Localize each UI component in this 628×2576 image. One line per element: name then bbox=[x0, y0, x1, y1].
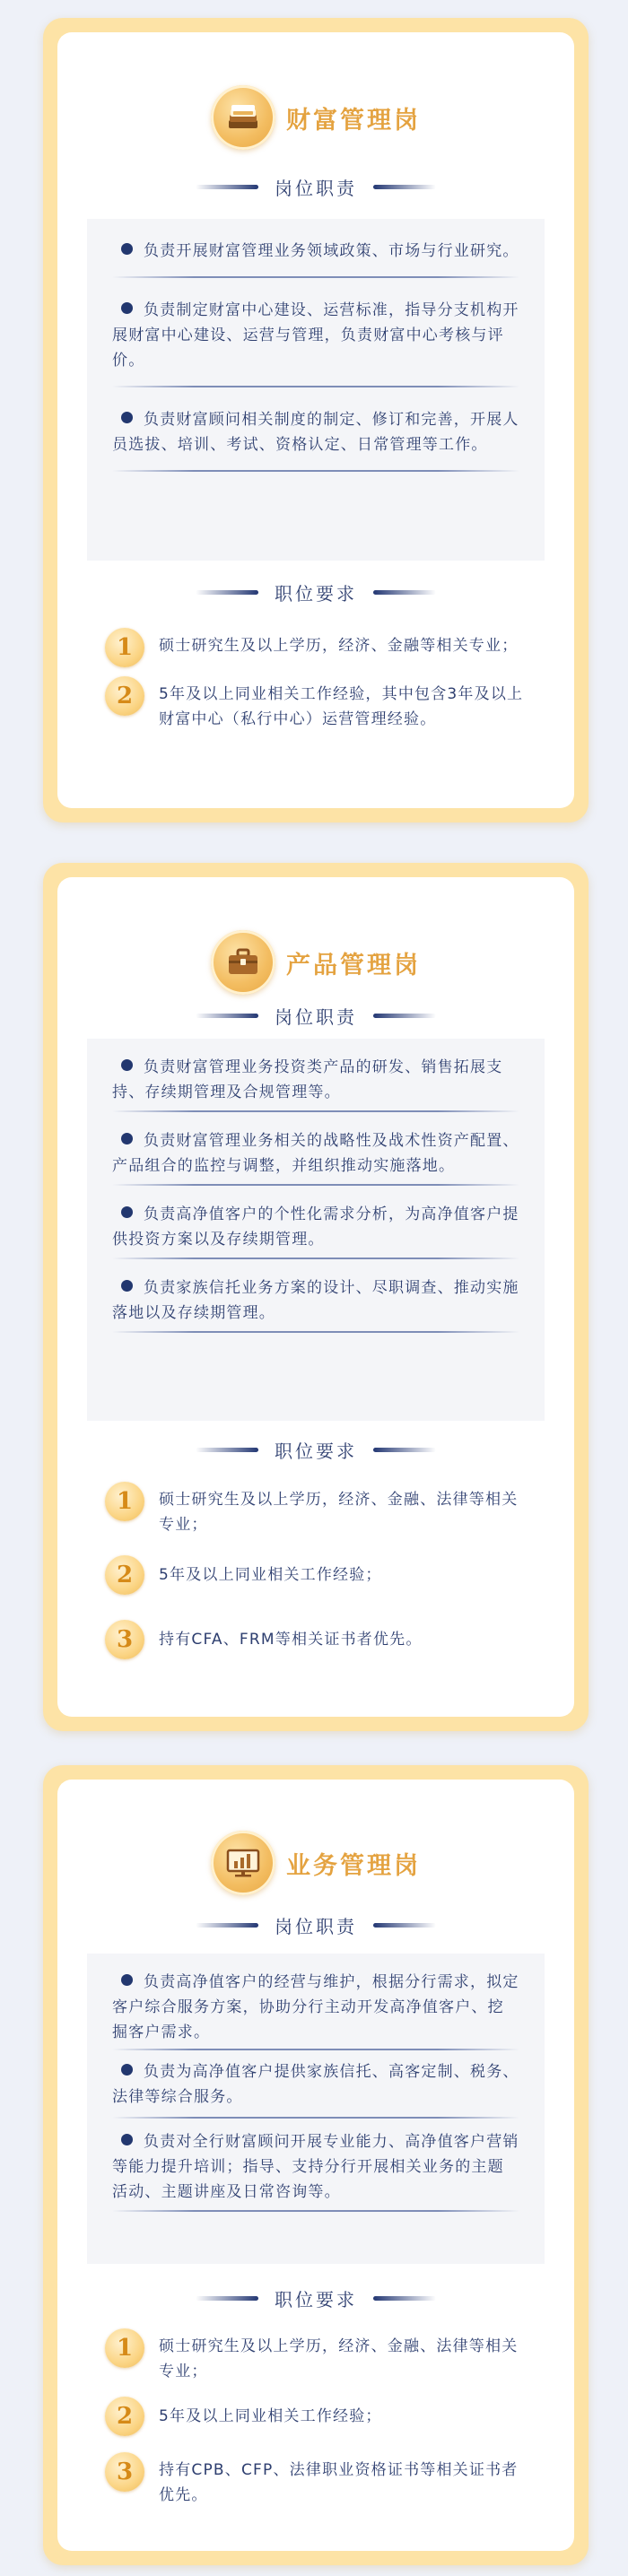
duty-item bbox=[112, 219, 519, 278]
requirement-text: 持有CPB、CFP、法律职业资格证书等相关证书者优先。 bbox=[159, 2461, 519, 2504]
duty-text: 负责为高净值客户提供家族信托、高客定制、税务、法律等综合服务。 bbox=[112, 2063, 519, 2106]
requirement-text: 5年及以上同业相关工作经验； bbox=[159, 1566, 382, 1584]
requirement-text: 5年及以上同业相关工作经验，其中包含3年及以上财富中心（私行中心）运营管理经验。 bbox=[159, 685, 524, 728]
requirement-text: 硕士研究生及以上学历，经济、金融、法律等相关专业； bbox=[159, 2337, 519, 2380]
duties-list bbox=[87, 1954, 545, 2264]
divider bbox=[196, 1448, 258, 1452]
duty-text: 负责对全行财富顾问开展专业能力、高净值客户营销等能力提升培训；指导、支持分行开展相关业务的主题活动、主题讲座及日常咨询等。 bbox=[112, 2133, 519, 2201]
requirements-heading bbox=[57, 576, 574, 608]
duty-item bbox=[112, 2050, 519, 2119]
duties-heading-label: 岗位职责 bbox=[275, 177, 357, 199]
divider bbox=[373, 590, 436, 595]
job-title: 财富管理岗 bbox=[286, 106, 421, 135]
requirement-item bbox=[105, 1625, 527, 1659]
divider bbox=[196, 590, 258, 595]
duty-text: 负责财富管理业务相关的战略性及战术性资产配置、产品组合的监控与调整，并组织推动实施落地。 bbox=[112, 1132, 519, 1175]
duty-item bbox=[112, 1954, 519, 2050]
duty-text: 负责家族信托业务方案的设计、尽职调查、推动实施落地以及存续期管理。 bbox=[112, 1279, 519, 1322]
bullet-dot bbox=[121, 2064, 133, 2076]
divider bbox=[196, 185, 258, 189]
requirement-item bbox=[105, 682, 527, 732]
requirements-heading-label: 职位要求 bbox=[275, 1440, 357, 1462]
divider bbox=[373, 1014, 436, 1018]
number-badge: 3 bbox=[105, 2452, 144, 2492]
requirement-item bbox=[105, 633, 527, 667]
bullet-dot bbox=[121, 2134, 133, 2145]
job-title-row bbox=[57, 1830, 574, 1896]
number-badge: 1 bbox=[105, 628, 144, 667]
requirement-text: 5年及以上同业相关工作经验； bbox=[159, 2407, 382, 2425]
requirements-heading-label: 职位要求 bbox=[275, 2288, 357, 2311]
duty-item bbox=[112, 1039, 519, 1112]
job-title: 产品管理岗 bbox=[286, 951, 421, 979]
divider bbox=[196, 2296, 258, 2301]
duty-text: 负责财富管理业务投资类产品的研发、销售拓展支持、存续期管理及合规管理等。 bbox=[112, 1058, 503, 1101]
duties-heading-label: 岗位职责 bbox=[275, 1005, 357, 1028]
duty-text: 负责财富顾问相关制度的制定、修订和完善，开展人员选拔、培训、考试、资格认定、日常管理等工作。 bbox=[112, 411, 519, 454]
duty-text: 负责高净值客户的经营与维护，根据分行需求，拟定客户综合服务方案，协助分行主动开发高净值客户、挖掘客户需求。 bbox=[112, 1973, 519, 2041]
divider bbox=[373, 2296, 436, 2301]
number-badge: 2 bbox=[105, 2397, 144, 2436]
requirement-item bbox=[105, 2402, 527, 2436]
divider bbox=[373, 185, 436, 189]
duty-item bbox=[112, 1186, 519, 1259]
job-card-body bbox=[57, 1780, 574, 2551]
number-badge: 1 bbox=[105, 2328, 144, 2368]
bullet-dot bbox=[121, 1133, 133, 1144]
job-title: 业务管理岗 bbox=[286, 1851, 421, 1880]
job-card-business bbox=[43, 1765, 589, 2565]
number-badge: 2 bbox=[105, 1555, 144, 1595]
bullet-dot bbox=[121, 412, 133, 423]
bullet-dot bbox=[121, 1059, 133, 1071]
divider bbox=[196, 1014, 258, 1018]
duty-text: 负责制定财富中心建设、运营标准，指导分支机构开展财富中心建设、运营与管理，负责财富中心考核与评价。 bbox=[112, 301, 519, 370]
duty-item bbox=[112, 387, 519, 472]
job-title-row bbox=[57, 929, 574, 996]
job-card-wealth bbox=[43, 18, 589, 822]
duties-list bbox=[87, 219, 545, 561]
duty-item bbox=[112, 278, 519, 387]
briefcase-icon bbox=[211, 930, 275, 995]
number-badge: 1 bbox=[105, 1482, 144, 1521]
requirements-list bbox=[105, 633, 527, 750]
job-card-product bbox=[43, 863, 589, 1731]
duties-heading bbox=[57, 170, 574, 203]
divider bbox=[373, 1923, 436, 1928]
requirement-item bbox=[105, 2334, 527, 2384]
number-badge: 2 bbox=[105, 676, 144, 716]
bullet-dot bbox=[121, 243, 133, 255]
requirements-list bbox=[105, 2334, 527, 2526]
requirements-heading-label: 职位要求 bbox=[275, 582, 357, 605]
requirement-text: 硕士研究生及以上学历，经济、金融等相关专业； bbox=[159, 637, 519, 655]
job-title-row bbox=[57, 84, 574, 151]
duties-heading bbox=[57, 1909, 574, 1941]
bullet-dot bbox=[121, 1280, 133, 1292]
duty-text: 负责开展财富管理业务领域政策、市场与行业研究。 bbox=[144, 242, 519, 260]
requirements-list bbox=[105, 1487, 527, 1677]
presentation-chart-icon bbox=[211, 1831, 275, 1895]
duty-item bbox=[112, 2119, 519, 2212]
requirements-heading bbox=[57, 2282, 574, 2314]
duties-heading-label: 岗位职责 bbox=[275, 1915, 357, 1937]
requirement-text: 持有CFA、FRM等相关证书者优先。 bbox=[159, 1631, 423, 1649]
duties-heading bbox=[57, 999, 574, 1031]
divider bbox=[196, 1923, 258, 1928]
requirements-heading bbox=[57, 1433, 574, 1466]
job-card-body bbox=[57, 877, 574, 1717]
duties-list bbox=[87, 1039, 545, 1421]
requirement-item bbox=[105, 2458, 527, 2508]
job-card-body bbox=[57, 32, 574, 808]
requirement-text: 硕士研究生及以上学历，经济、金融、法律等相关专业； bbox=[159, 1491, 519, 1534]
requirement-item bbox=[105, 1487, 527, 1537]
requirement-item bbox=[105, 1561, 527, 1595]
duty-item bbox=[112, 1112, 519, 1186]
duty-item bbox=[112, 1259, 519, 1333]
bullet-dot bbox=[121, 1974, 133, 1986]
number-badge: 3 bbox=[105, 1620, 144, 1659]
bullet-dot bbox=[121, 302, 133, 314]
divider bbox=[373, 1448, 436, 1452]
duty-text: 负责高净值客户的个性化需求分析，为高净值客户提供投资方案以及存续期管理。 bbox=[112, 1205, 519, 1249]
money-stack-icon bbox=[211, 85, 275, 150]
bullet-dot bbox=[121, 1206, 133, 1218]
